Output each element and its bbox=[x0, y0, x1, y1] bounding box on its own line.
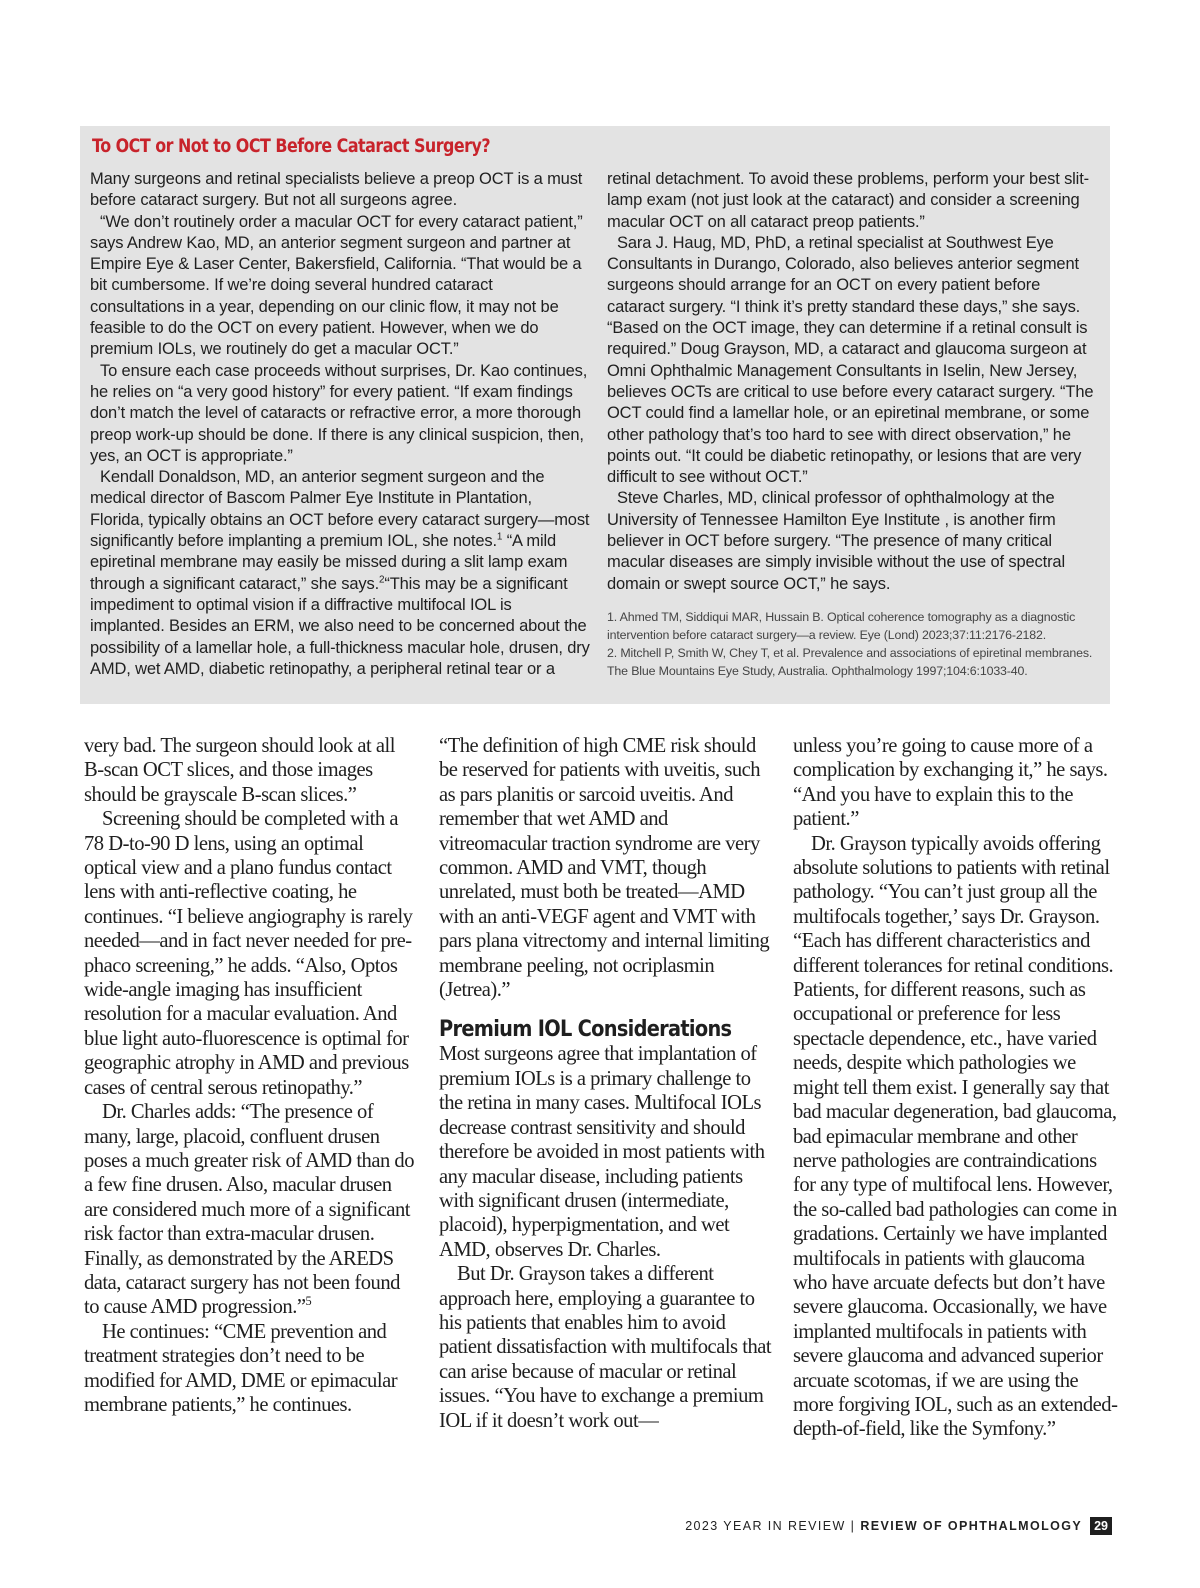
page-number: 29 bbox=[1090, 1517, 1112, 1535]
sidebar-text-run: “A mild epiretinal membrane may easily be missed during a slit lamp exam through a significant cataract,” she says. bbox=[90, 532, 568, 593]
section-subheading: Premium IOL Considerations bbox=[439, 1017, 732, 1043]
sidebar-paragraph bbox=[90, 467, 590, 680]
sidebar-paragraph: retinal detachment. To avoid these problems, perform your best slit-lamp exam (not just look at the cataract) and consider a screening macular OCT on all cataract preop patients.” bbox=[607, 170, 1089, 231]
reference-item: 2. Mitchell P, Smith W, Chey T, et al. Prevalence and associations of epiretinal membranes. The Blue Mountains Eye Study, Australia. Ophthalmology 1997;104:6:1033-40. bbox=[607, 645, 1093, 678]
sidebar-left-column bbox=[90, 169, 590, 680]
reference-marker: 2 bbox=[379, 574, 385, 586]
sidebar-paragraph: Sara J. Haug, MD, PhD, a retinal specialist at Southwest Eye Consultants in Durango, Colorado, also believes anterior segment surgeons should arrange for an OCT on every patient before cataract surgery. “I think it’s pretty standard these days,” she says. “Based on the OCT image, they can determine if a retinal consult is required.” Doug Grayson, MD, a cataract and glaucoma surgeon at Omni Ophthalmic Management Consultants in Iselin, New Jersey, believes OCTs are critical to use before every cataract surgery. “The OCT could find a lamellar hole, or an epiretinal membrane, or some other pathology that’s too hard to see with direct observation,” he points out. “It could be diabetic retinopathy, or lesions that are very difficult to see without OCT.” bbox=[607, 233, 1094, 487]
sidebar-paragraph: Many surgeons and retinal specialists believe a preop OCT is a must before cataract surgery. But not all surgeons agree. bbox=[90, 170, 583, 210]
reference-item: 1. Ahmed TM, Siddiqui MAR, Hussain B. Optical coherence tomography as a diagnostic intervention before cataract surgery—a review. Eye (Lond) 2023;37:11:2176-2182. bbox=[607, 609, 1076, 642]
body-paragraph: unless you’re going to cause more of a complication by exchanging it,” he says. “And you have to explain this to the patient.” bbox=[793, 735, 1108, 831]
reference-marker: 1 bbox=[496, 531, 503, 543]
body-paragraph: Screening should be completed with a 78 D-to-90 D lens, using an optimal optical view and a plano fundus contact lens with anti-reflective coating, he continues. “I believe angiography is rarely needed—and in fact never needed for pre-phaco screening,” he adds. “Also, Optos wide-angle imaging has insufficient resolution for a macular evaluation. And blue light auto-fluorescence is optimal for geographic atrophy in AMD and previous cases of central serous retinopathy.” bbox=[84, 808, 413, 1099]
body-paragraph bbox=[84, 1100, 419, 1320]
reference-marker: 5 bbox=[305, 1294, 312, 1309]
body-column-3 bbox=[793, 734, 1118, 1442]
sidebar-paragraph: To ensure each case proceeds without surprises, Dr. Kao continues, he relies on “a very good history” for every patient. “If exam findings don’t match the level of cataracts or refractive error, a more thorough preop work-up should be done. If there is any clinical suspicion, then, yes, an OCT is appropriate.” bbox=[90, 361, 588, 465]
body-column-1 bbox=[84, 734, 419, 1417]
body-paragraph: But Dr. Grayson takes a different approach here, employing a guarantee to his patients that enables him to avoid patient dissatisfaction with multifocals that can arise because of macular or retinal issues. “You have to exchange a premium IOL if it doesn’t work out— bbox=[439, 1263, 772, 1432]
sidebar-title: To OCT or Not to OCT Before Cataract Surgery? bbox=[92, 136, 491, 157]
body-text-run: Dr. Charles adds: “The presence of many, large, placoid, confluent drusen poses a much greater risk of AMD than do a few fine drusen. Also, macular drusen are considered much more of a significant risk factor than extra-macular drusen. Finally, as demonstrated by the AREDS data, cataract surgery has not been found to cause AMD progression.” bbox=[84, 1101, 415, 1319]
footer-separator: | bbox=[850, 1519, 856, 1533]
body-column-2 bbox=[439, 734, 774, 1433]
sidebar-text-run: Kendall Donaldson, MD, an anterior segment surgeon and the medical director of Bascom Palmer Eye Institute in Plantation, Florida, typically obtains an OCT before every cataract surgery—most significantly before implanting a premium IOL, she notes. bbox=[90, 468, 590, 551]
body-paragraph: Most surgeons agree that implantation of premium IOLs is a primary challenge to the retina in many cases. Multifocal IOLs decrease contrast sensitivity and should therefore be avoided in most patients with any macular disease, including patients with significant drusen (intermediate, placoid), hyperpigmentation, and wet AMD, observes Dr. Charles. bbox=[439, 1043, 765, 1261]
footer-publication: REVIEW OF OPHTHALMOLOGY bbox=[860, 1519, 1083, 1533]
body-paragraph: He continues: “CME prevention and treatment strategies don’t need to be modified for AMD, DME or epimacular membrane patients,” he continues. bbox=[84, 1320, 398, 1416]
sidebar-paragraph: “We don’t routinely order a macular OCT for every cataract patient,” says Andrew Kao, MD, an anterior segment surgeon and partner at Empire Eye & Laser Center, Bakersfield, California. “That would be a bit cumbersome. If we’re doing several hundred cataract consultations in a year, depending on our clinic flow, it may not be feasible to do the OCT on every patient. However, when we do premium IOLs, we routinely do get a macular OCT.” bbox=[90, 212, 583, 359]
body-paragraph: “The definition of high CME risk should be reserved for patients with uveitis, such as pars planitis or sarcoid uveitis. And remember that wet AMD and vitreomacular traction syndrome are very common. AMD and VMT, though unrelated, must both be treated—AMD with an anti-VEGF agent and VMT with pars plana vitrectomy and internal limiting membrane peeling, not ocriplasmin (Jetrea).” bbox=[439, 735, 770, 1002]
footer-issue: 2023 YEAR IN REVIEW bbox=[685, 1519, 846, 1533]
body-paragraph: Dr. Grayson typically avoids offering absolute solutions to patients with retinal pathology. “You can’t just group all the multifocals together,’ says Dr. Grayson. “Each has different characteristics and different tolerances for retinal conditions. Patients, for different reasons, such as occupational or preference for less spectacle dependence, etc., have varied needs, despite which pathologies we might tell them exist. I generally say that bad macular degeneration, bad glaucoma, bad epimacular membrane and other nerve pathologies are contraindications for any type of multifocal lens. However, the so-called bad pathologies can come in gradations. Certainly we have implanted multifocals in patients with glaucoma who have arcuate defects but don’t have severe glaucoma. Occasionally, we have implanted multifocals in patients with severe glaucoma and advanced superior arcuate scotomas, if we are using the more forgiving IOL, such as an extended-depth-of-field, like the Symfony.” bbox=[793, 832, 1118, 1441]
sidebar-text-run: “This may be a significant impediment to optimal vision if a diffractive multifocal IOL is implanted. Besides an ERM, we also need to be concerned about the possibility of a lamellar hole, a full-thickness macular hole, drusen, dry AMD, wet AMD, diabetic retinopathy, a peripheral retinal tear or a bbox=[90, 574, 590, 678]
sidebar-box bbox=[80, 126, 1110, 704]
body-paragraph: very bad. The surgeon should look at all B-scan OCT slices, and those images should be grayscale B-scan slices.” bbox=[84, 735, 395, 806]
sidebar-right-column bbox=[607, 169, 1102, 680]
references-list bbox=[607, 608, 1102, 680]
page-footer bbox=[685, 1517, 1112, 1535]
sidebar-paragraph: Steve Charles, MD, clinical professor of ophthalmology at the University of Tennessee Hamilton Eye Institute , is another firm believer in OCT before surgery. “The presence of many critical macular diseases are simply invisible without the use of spectral domain or swept source OCT,” he says. bbox=[607, 489, 1065, 593]
